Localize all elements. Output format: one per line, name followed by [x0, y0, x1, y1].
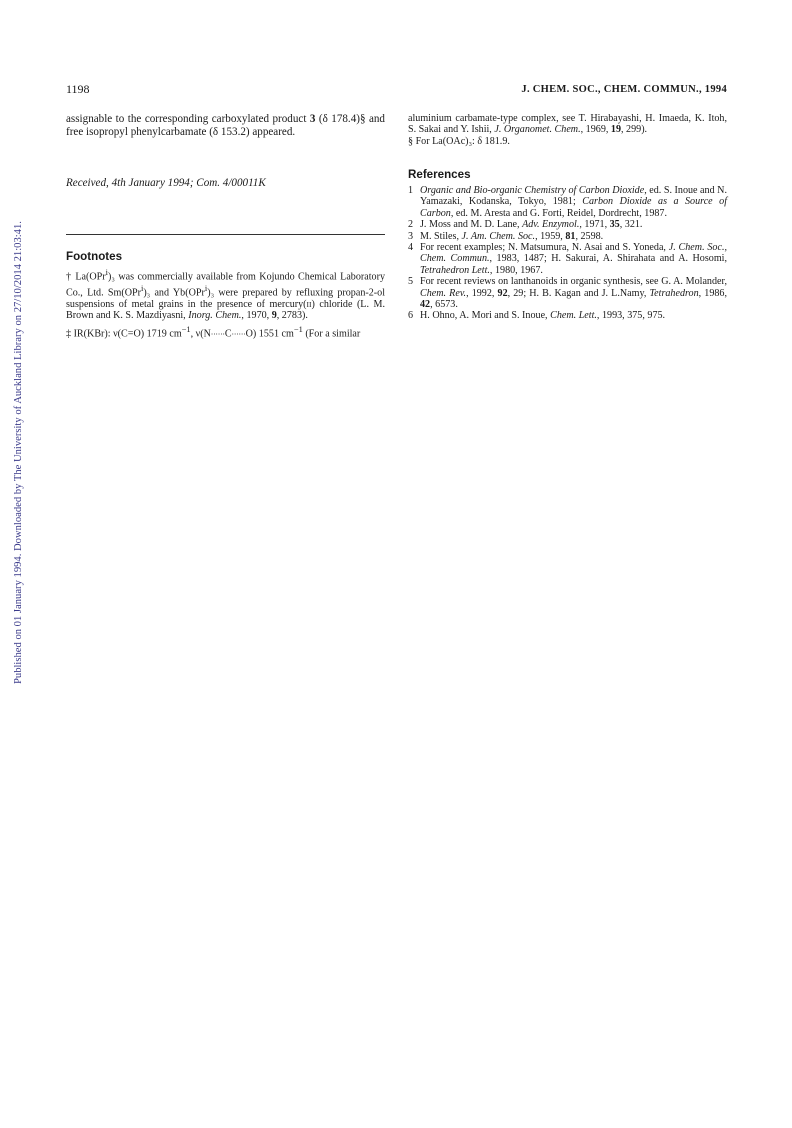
footnote-double-dagger: ‡ IR(KBr): ν(C=O) 1719 $cm^{-1}$, ν(N⋯⋯C⋯⋯O) 1551 $cm^{-1}$ (For a similar: [66, 325, 361, 340]
compound-number: 3: [309, 113, 316, 125]
reference-item: 5 For recent reviews on lanthanoids in organic synthesis, see G. A. Molander, Chem. Rev., 1992, 92, 29; H. B. Kagan and J. L.Namy, Tetrahedron, 1986, 42, 6573.: [408, 276, 727, 311]
reference-item: 3 M. Stiles, J. Am. Chem. Soc., 1959, 81, 2598.: [408, 230, 604, 242]
footnote-section: § For La(OAc)₃: δ 181.9.: [408, 135, 510, 147]
reference-list: [408, 185, 727, 322]
reference-item: 1 Organic and Bio-organic Chemistry of Carbon Dioxide, ed. S. Inoue and N. Yamazaki, Kodanska, Tokyo, 1981; Carbon Dioxide as a Source of Carbon, ed. M. Aresta and G. Forti, Reidel, Dordrecht, 1987.: [408, 185, 728, 219]
divider-rule: [66, 234, 385, 235]
footnote-dagger: † La(OPr$^i$)₃ was commercially available from Kojundo Chemical Laboratory Co., Ltd. Sm(OPr$^i$)₃ and Yb(OPr$^i$)₃ were prepared by refluxing propan-2-ol suspensions of metal grains in the presence of mercury(II) chloride (L. M. Brown and K. S. Mazdiyasni, Inorg. Chem., 1970, 9, 2783).: [66, 268, 386, 321]
reference-item: 4 For recent examples; N. Matsumura, N. Asai and S. Yoneda, J. Chem. Soc., Chem. Commun., 1983, 1487; H. Sakurai, A. Shirahata and A. Hosomi, Tetrahedron Lett., 1980, 1967.: [408, 242, 727, 276]
references-heading: References: [408, 168, 471, 181]
body-paragraph: assignable to the corresponding carboxylated product 3 (δ 178.4)§ and free isopropyl phenylcarbamate (δ 153.2) appeared.: [66, 113, 385, 138]
footnotes-heading: Footnotes: [66, 250, 123, 263]
reference-item: 2 J. Moss and M. D. Lane, Adv. Enzymol., 1971, 35, 321.: [408, 219, 643, 231]
download-watermark: Published on 01 January 1994. Downloaded by The University of Auckland Library on 27/10/2014 21:03:41.: [13, 221, 24, 684]
footnote-continuation: aluminium carbamate-type complex, see T. Hirabayashi, H. Imaeda, K. Itoh, S. Sakai and Y. Ishii, J. Organomet. Chem., 1969, 19, 299). § For La(OAc)₃: δ 181.9.: [408, 113, 727, 147]
page-number: 1198: [66, 82, 90, 96]
running-head: J. CHEM. SOC., CHEM. COMMUN., 1994: [521, 84, 727, 95]
reference-item: 6 H. Ohno, A. Mori and S. Inoue, Chem. Lett., 1993, 375, 975.: [408, 310, 666, 322]
received-line: Received, 4th January 1994; Com. 4/00011K: [66, 177, 266, 189]
